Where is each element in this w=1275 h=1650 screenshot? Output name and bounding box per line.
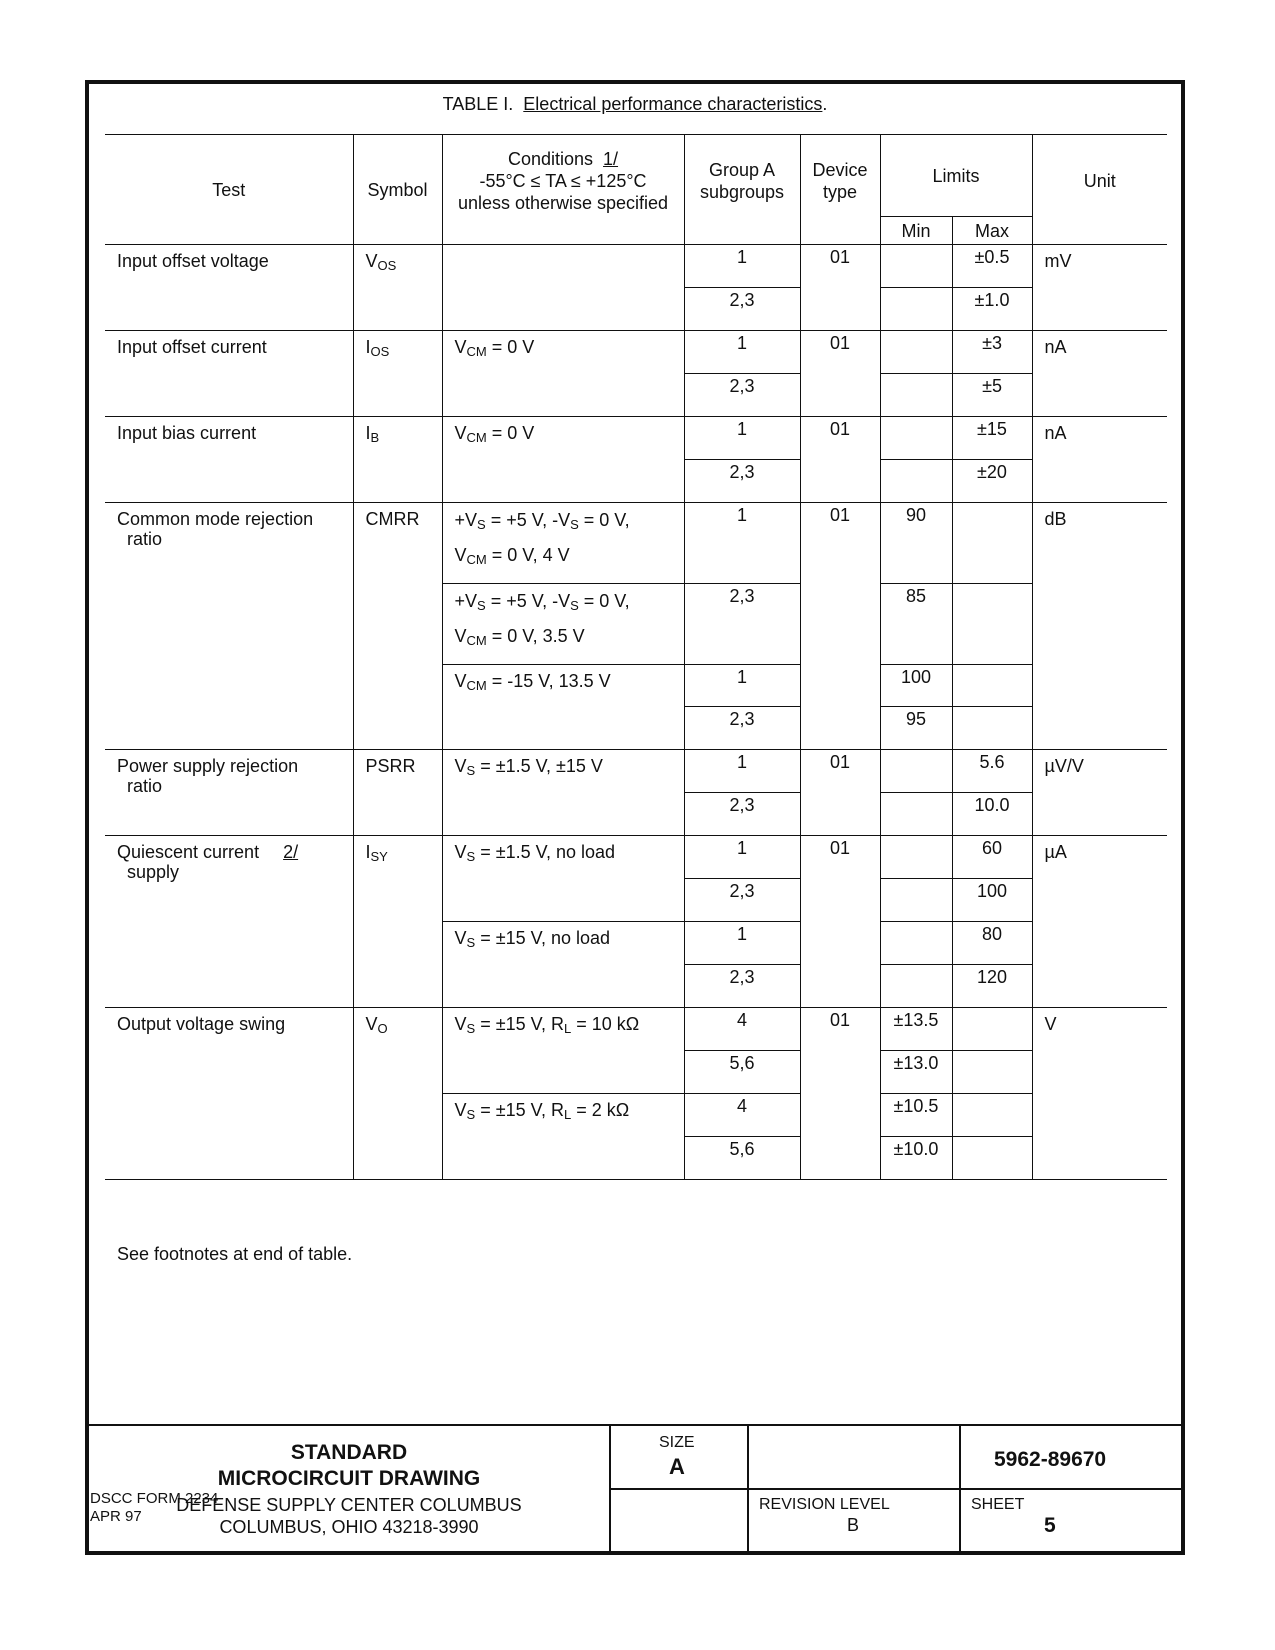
condition	[442, 245, 684, 331]
subgroup: 5,6	[684, 1137, 800, 1180]
min-value	[880, 417, 952, 460]
form-date: APR 97	[90, 1508, 142, 1525]
table-title: TABLE I. Electrical performance characteristics.	[442, 94, 828, 114]
min-value: ±13.0	[880, 1051, 952, 1094]
condition: $V_S = \pm 1.5$ V, no load	[442, 836, 684, 922]
condition: $+V_S = +5$ V, $-V_S = 0$ V, $V_{CM} = 0$ V, 4 V	[442, 503, 684, 584]
device-type: 01	[800, 331, 880, 417]
max-value: 120	[952, 965, 1032, 1008]
max-value: 80	[952, 922, 1032, 965]
unit: nA	[1032, 331, 1167, 417]
table-title-prefix: TABLE I.	[442, 94, 514, 114]
form-number	[90, 1490, 218, 1526]
table-title-text: Electrical performance characteristics	[523, 94, 823, 114]
header-row	[105, 135, 1167, 217]
max-value: ±0.5	[952, 245, 1032, 288]
sheet-label: SHEET	[971, 1496, 1025, 1513]
max-value	[952, 665, 1032, 707]
condition: $V_{CM} = 0$ V	[442, 417, 684, 503]
subgroup: 2,3	[684, 965, 800, 1008]
max-value: 60	[952, 836, 1032, 879]
device-type: 01	[800, 836, 880, 1008]
subgroup: 1	[684, 417, 800, 460]
device-type: 01	[800, 750, 880, 836]
performance-table	[105, 134, 1167, 1180]
max-value	[952, 503, 1032, 584]
condition: $V_{CM} = -15$ V, 13.5 V	[442, 665, 684, 750]
table-row	[105, 503, 1167, 584]
min-value	[880, 374, 952, 417]
device-type: 01	[800, 417, 880, 503]
symbol: $I_{SY}$	[353, 836, 442, 1008]
device-type: 01	[800, 503, 880, 750]
symbol: $I_B$	[353, 417, 442, 503]
min-value	[880, 331, 952, 374]
title-block	[89, 1424, 1181, 1551]
drawing-frame	[85, 80, 1185, 1555]
max-value: ±15	[952, 417, 1032, 460]
max-value: 5.6	[952, 750, 1032, 793]
subgroup: 2,3	[684, 793, 800, 836]
unit: nA	[1032, 417, 1167, 503]
condition: $V_S = \pm 15$ V, $R_L = 2$ kΩ	[442, 1094, 684, 1180]
header-test: Test	[105, 135, 353, 245]
table-row	[105, 331, 1167, 374]
symbol: $I_{OS}$	[353, 331, 442, 417]
header-conditions: Conditions 1/ -55°C ≤ TA ≤ +125°C unless otherwise specified	[442, 135, 684, 245]
min-value	[880, 750, 952, 793]
max-value: ±3	[952, 331, 1032, 374]
min-value: 100	[880, 665, 952, 707]
subgroup: 2,3	[684, 374, 800, 417]
condition: $V_S = \pm 1.5$ V, ±15 V	[442, 750, 684, 836]
min-value: ±10.0	[880, 1137, 952, 1180]
agency-name: DEFENSE SUPPLY CENTER COLUMBUS	[176, 1495, 522, 1515]
min-value	[880, 836, 952, 879]
microcircuit-drawing-label: MICROCIRCUIT DRAWING	[217, 1467, 481, 1490]
subgroup: 1	[684, 750, 800, 793]
unit: dB	[1032, 503, 1167, 750]
test-name: Input bias current	[105, 417, 353, 503]
test-name: Input offset current	[105, 331, 353, 417]
max-value: 100	[952, 879, 1032, 922]
table-row	[105, 245, 1167, 288]
unit: µV/V	[1032, 750, 1167, 836]
test-name: Power supply rejection ratio	[105, 750, 353, 836]
subgroup: 5,6	[684, 1051, 800, 1094]
agency-address: COLUMBUS, OHIO 43218-3990	[219, 1517, 479, 1537]
min-value	[880, 245, 952, 288]
subgroup: 1	[684, 245, 800, 288]
device-type: 01	[800, 1008, 880, 1180]
sheet-number: 5	[1044, 1514, 1056, 1537]
form-id: DSCC FORM 2234	[90, 1490, 219, 1507]
table-row	[105, 1008, 1167, 1051]
condition: $+V_S = +5$ V, $-V_S = 0$ V, $V_{CM} = 0$ V, 3.5 V	[442, 584, 684, 665]
table-row	[105, 750, 1167, 793]
test-name: Common mode rejection ratio	[105, 503, 353, 750]
subgroup: 1	[684, 836, 800, 879]
subgroup: 4	[684, 1008, 800, 1051]
max-value	[952, 1051, 1032, 1094]
header-unit: Unit	[1032, 135, 1167, 245]
min-value	[880, 460, 952, 503]
unit: mV	[1032, 245, 1167, 331]
size-value: A	[669, 1454, 685, 1479]
symbol: PSRR	[353, 750, 442, 836]
max-value	[952, 1008, 1032, 1051]
test-name: Input offset voltage	[105, 245, 353, 331]
max-value	[952, 1137, 1032, 1180]
revision-level-value: B	[847, 1515, 860, 1535]
header-group-a: Group A subgroups	[684, 135, 800, 245]
subgroup: 1	[684, 922, 800, 965]
subgroup: 1	[684, 331, 800, 374]
title-block-agency	[89, 1426, 609, 1551]
standard-label: STANDARD	[290, 1441, 408, 1464]
subgroup: 2,3	[684, 460, 800, 503]
subgroup: 2,3	[684, 879, 800, 922]
min-value	[880, 879, 952, 922]
unit: µA	[1032, 836, 1167, 1008]
test-name: Output voltage swing	[105, 1008, 353, 1180]
subgroup: 2,3	[684, 288, 800, 331]
min-value	[880, 922, 952, 965]
subgroup: 2,3	[684, 584, 800, 665]
max-value: ±5	[952, 374, 1032, 417]
min-value	[880, 288, 952, 331]
table-row	[105, 417, 1167, 460]
min-value	[880, 965, 952, 1008]
revision-level-label: REVISION LEVEL	[759, 1496, 890, 1513]
min-value: 90	[880, 503, 952, 584]
max-value: ±20	[952, 460, 1032, 503]
max-value	[952, 584, 1032, 665]
condition: $V_S = \pm 15$ V, no load	[442, 922, 684, 1008]
symbol: $V_O$	[353, 1008, 442, 1180]
max-value: ±1.0	[952, 288, 1032, 331]
min-value: ±13.5	[880, 1008, 952, 1051]
min-value	[880, 793, 952, 836]
condition: $V_S = \pm 15$ V, $R_L = 10$ kΩ	[442, 1008, 684, 1094]
subgroup: 1	[684, 665, 800, 707]
drawing-number: 5962-89670	[994, 1448, 1107, 1471]
subgroup: 1	[684, 503, 800, 584]
max-value: 10.0	[952, 793, 1032, 836]
test-name: Quiescent current 2/ supply	[105, 836, 353, 1008]
header-symbol: Symbol	[353, 135, 442, 245]
see-footnotes-note: See footnotes at end of table.	[117, 1244, 353, 1264]
table-row	[105, 836, 1167, 879]
header-device-type: Device type	[800, 135, 880, 245]
max-value	[952, 707, 1032, 750]
min-value: 85	[880, 584, 952, 665]
max-value	[952, 1094, 1032, 1137]
unit: V	[1032, 1008, 1167, 1180]
size-label: SIZE	[659, 1434, 695, 1451]
subgroup: 2,3	[684, 707, 800, 750]
condition: $V_{CM} = 0$ V	[442, 331, 684, 417]
symbol: CMRR	[353, 503, 442, 750]
header-max: Max	[952, 217, 1032, 245]
min-value: ±10.5	[880, 1094, 952, 1137]
header-min: Min	[880, 217, 952, 245]
header-limits: Limits	[880, 135, 1032, 217]
device-type: 01	[800, 245, 880, 331]
min-value: 95	[880, 707, 952, 750]
symbol: $V_{OS}$	[353, 245, 442, 331]
divider	[609, 1488, 1181, 1490]
subgroup: 4	[684, 1094, 800, 1137]
